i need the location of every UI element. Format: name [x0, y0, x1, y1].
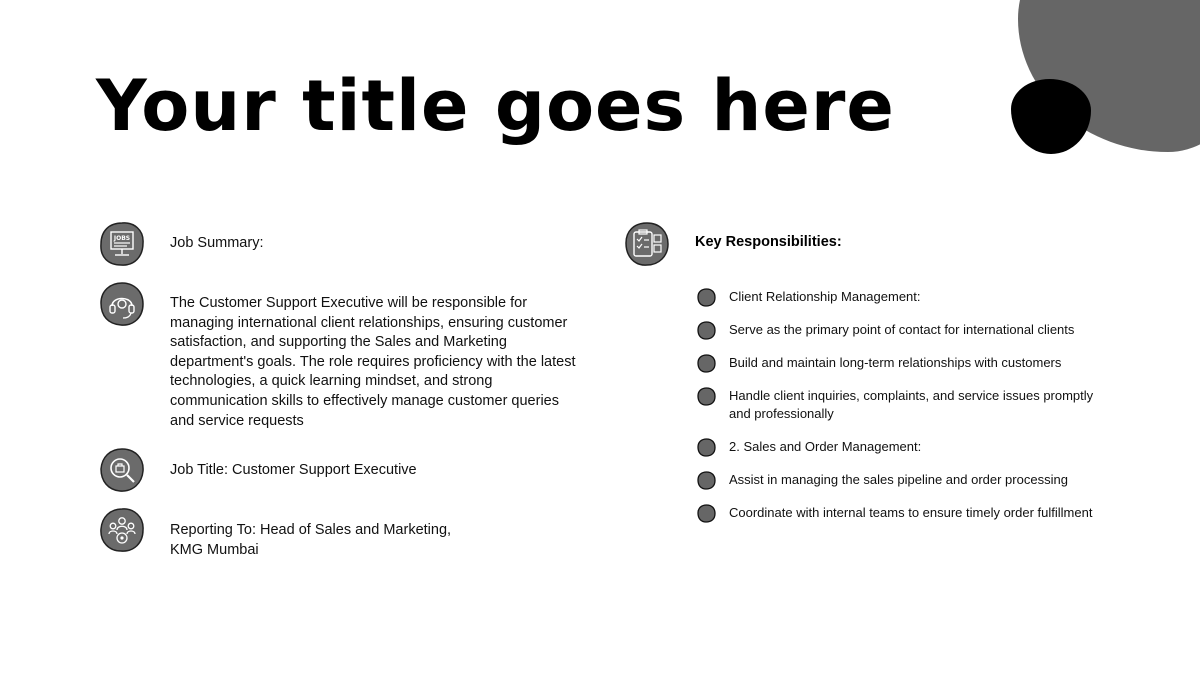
bullet-blob-icon [697, 387, 716, 406]
bullet-blob-icon [697, 288, 716, 307]
decorative-black-blob [1011, 79, 1091, 154]
list-item: Client Relationship Management: [729, 289, 921, 304]
page-title: Your title goes here [96, 65, 895, 147]
job-summary-text: The Customer Support Executive will be responsible for managing international client relationships, ensuring customer satisfaction, and supporting the Sales and Marketing department's goals. The role requires proficiency with the latest technologies, a quick learning mindset, and strong communication skills to effectively manage customer queries and service requests [170, 295, 576, 429]
reporting-to-text: Reporting To: Head of Sales and Marketing, KMG Mumbai [170, 522, 452, 558]
support-headset-icon [99, 281, 145, 327]
bullet-blob-icon [697, 504, 716, 523]
team-icon [99, 507, 145, 553]
list-item: 2. Sales and Order Management: [729, 439, 922, 454]
job-search-icon [99, 447, 145, 493]
bullet-blob-icon [697, 354, 716, 373]
jobs-board-icon [99, 221, 145, 267]
bullet-blob-icon [697, 438, 716, 457]
list-item: Build and maintain long-term relationships with customers [729, 355, 1062, 370]
list-item: Coordinate with internal teams to ensure timely order fulfillment [729, 505, 1093, 520]
svg-text:JOBS: JOBS [113, 235, 131, 242]
list-item: Handle client inquiries, complaints, and service issues promptly and professionally [729, 388, 1094, 421]
bullet-blob-icon [697, 471, 716, 490]
list-item: Serve as the primary point of contact for international clients [729, 322, 1075, 337]
checklist-icon [624, 221, 670, 267]
key-responsibilities-heading: Key Responsibilities: [695, 234, 842, 250]
bullet-blob-icon [697, 321, 716, 340]
job-title-text: Job Title: Customer Support Executive [170, 462, 417, 478]
list-item: Assist in managing the sales pipeline and order processing [729, 472, 1068, 487]
job-summary-label: Job Summary: [170, 235, 264, 251]
